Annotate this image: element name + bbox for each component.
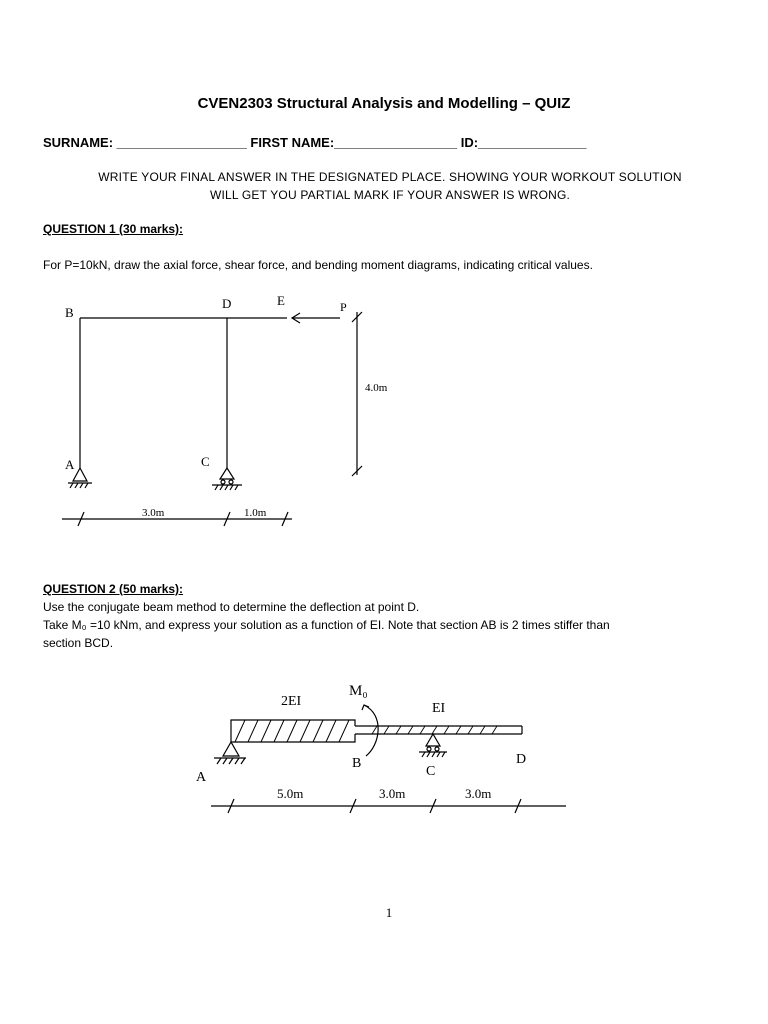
load-label-P: P: [340, 300, 347, 314]
dimension-CD: 3.0m: [465, 786, 492, 801]
node-label-E: E: [277, 293, 285, 308]
dimension-left-span: 3.0m: [142, 507, 165, 519]
question-1-heading: QUESTION 1 (30 marks):: [43, 222, 184, 236]
node-label-D: D: [516, 752, 527, 767]
dimension-height: 4.0m: [365, 382, 388, 394]
question-1-text: For P=10kN, draw the axial force, shear force, and bending moment diagrams, indicating critical values.: [43, 258, 593, 272]
dimension-AB: 5.0m: [277, 786, 304, 801]
node-label-D: D: [222, 296, 232, 311]
stiffness-label-EI: EI: [432, 701, 446, 716]
node-label-C: C: [201, 454, 210, 469]
moment-arrow-M0: [364, 705, 378, 756]
question-2-line-2: Take M₀ =10 kNm, and express your solution as a function of EI. Note that section AB is 2 times stiffer than: [43, 618, 610, 632]
dimension-right-span: 1.0m: [244, 507, 267, 519]
node-label-C: C: [426, 764, 436, 779]
moment-label-M0: M₀: [349, 683, 368, 699]
question-2-line-1: Use the conjugate beam method to determine the deflection at point D.: [43, 600, 420, 614]
dimension-BC: 3.0m: [379, 786, 406, 801]
stiffness-label-2EI: 2EI: [281, 694, 302, 709]
node-label-A: A: [196, 770, 207, 785]
question-2-line-3: section BCD.: [43, 636, 114, 650]
page-number: 1: [385, 905, 393, 920]
page-title: CVEN2303 Structural Analysis and Modelling – QUIZ: [197, 95, 571, 112]
roller-support-C: [426, 734, 440, 746]
node-label-A: A: [65, 457, 75, 472]
student-id-line: SURNAME: __________________ FIRST NAME:_________________ ID:_______________: [43, 135, 587, 150]
pin-support-A: [223, 742, 239, 756]
instruction-line-1: WRITE YOUR FINAL ANSWER IN THE DESIGNATED PLACE. SHOWING YOUR WORKOUT SOLUTION: [98, 170, 682, 184]
node-label-B: B: [65, 305, 74, 320]
node-label-B: B: [352, 756, 362, 771]
question-2-heading: QUESTION 2 (50 marks):: [43, 582, 184, 596]
instruction-line-2: WILL GET YOU PARTIAL MARK IF YOUR ANSWER IS WRONG.: [209, 188, 571, 202]
